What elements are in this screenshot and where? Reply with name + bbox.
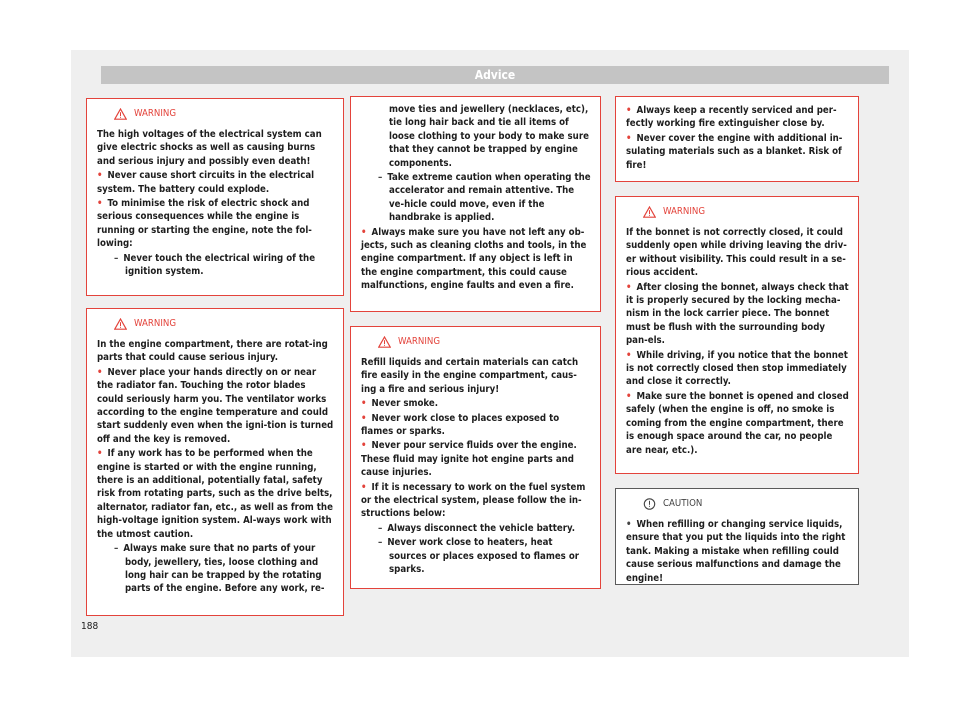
- warning-title: WARNING: [97, 317, 334, 331]
- bullet-item: • Never cover the engine with additional in-sulating materials such as a blanket. Risk of fire!: [626, 132, 849, 172]
- warning-title: WARNING: [361, 335, 591, 349]
- warning-box-electrical: [86, 98, 344, 296]
- warning-triangle-icon: [378, 336, 391, 348]
- bullet-item: • If any work has to be performed when the engine is started or with the engine running, there is an additional, potentially fatal, safety risk from rotating parts, such as the drive belts, alternator, radiator fan, etc., as well as from the high-voltage ignition system. Al-ways work with the utmost caution.: [97, 447, 334, 541]
- warning-title: WARNING: [97, 107, 334, 121]
- warning-triangle-icon: [643, 206, 656, 218]
- warning-box-continued-fire: [615, 96, 859, 182]
- sub-item: – Always disconnect the vehicle battery.: [371, 522, 591, 535]
- warning-intro: If the bonnet is not correctly closed, it could suddenly open while driving leaving the driv-er without visibility. This could result in a se-rious accident.: [626, 227, 847, 279]
- bullet-item: • Never smoke.: [361, 397, 591, 410]
- bullet-item: • Never place your hands directly on or near the radiator fan. Touching the rotor blades could seriously harm you. The ventilator works according to the engine temperature and could start suddenly even when the igni-tion is turned off and the key is removed.: [97, 366, 334, 446]
- bullet-item: • Make sure the bonnet is opened and closed safely (when the engine is off, no smoke is coming from the engine compartment, there is enough space around the car, no people are near, etc.).: [626, 390, 849, 457]
- bullet-item: • After closing the bonnet, always check that it is properly secured by the locking mecha-nism in the lock carrier piece. The bonnet must be flush with the surrounding body pan-els.: [626, 281, 849, 348]
- bullet-item: • If it is necessary to work on the fuel system or the electrical system, please follow the in-structions below:: [361, 481, 591, 521]
- bullet-item: • While driving, if you notice that the bonnet is not correctly closed then stop immediately and close it correctly.: [626, 349, 849, 389]
- bullet-item: • Always keep a recently serviced and per-fectly working fire extinguisher close by.: [626, 104, 849, 131]
- section-header: Advice: [101, 66, 889, 84]
- caution-box-liquids: [615, 488, 859, 585]
- bullet-item: • Always make sure you have not left any ob-jects, such as cleaning cloths and tools, in the engine compartment. If any object is left in the engine compartment, this could cause malfunctions, engine faults and even a fire.: [361, 226, 591, 293]
- warning-intro: The high voltages of the electrical system can give electric shocks as well as causing burns and serious injury and possibly even death!: [97, 129, 322, 167]
- page-number: 188: [81, 621, 99, 632]
- warning-intro: Refill liquids and certain materials can catch fire easily in the engine compartment, caus-ing a fire and serious injury!: [361, 357, 579, 395]
- warning-box-fire: [350, 326, 601, 589]
- bullet-item: • When refilling or changing service liquids, ensure that you put the liquids into the right tank. Making a mistake when refilling could cause serious malfunctions and damage the engine!: [626, 518, 849, 585]
- warning-box-rotating-parts: [86, 308, 344, 616]
- warning-triangle-icon: [114, 318, 127, 330]
- page-sheet: [71, 50, 909, 657]
- sub-item: – Never touch the electrical wiring of the ignition system.: [107, 252, 334, 279]
- warning-triangle-icon: [114, 108, 127, 120]
- bullet-item: • Never cause short circuits in the electrical system. The battery could explode.: [97, 169, 334, 196]
- sub-item: – Always make sure that no parts of your body, jewellery, ties, loose clothing and long hair can be trapped by the rotating parts of the engine. Before any work, re-: [107, 542, 334, 596]
- continued-text: move ties and jewellery (necklaces, etc), tie long hair back and tie all items of loose clothing to your body to make sure that they cannot be trapped by engine components.: [389, 104, 589, 169]
- bullet-item: • Never pour service fluids over the engine. These fluid may ignite hot engine parts and cause injuries.: [361, 439, 591, 479]
- warning-box-bonnet: [615, 196, 859, 474]
- sub-item: – Take extreme caution when operating the accelerator and remain attentive. The ve-hicle could move, even if the handbrake is applied.: [371, 171, 591, 225]
- warning-box-continued: [350, 96, 601, 312]
- bullet-item: • Never work close to places exposed to flames or sparks.: [361, 412, 591, 439]
- bullet-item: • To minimise the risk of electric shock and serious consequences while the engine is running or starting the engine, note the fol-lowing:: [97, 197, 334, 251]
- warning-intro: In the engine compartment, there are rotat-ing parts that could cause serious injury.: [97, 339, 328, 364]
- warning-title: WARNING: [626, 205, 849, 219]
- caution-circle-icon: [643, 498, 656, 510]
- sub-item: – Never work close to heaters, heat sources or places exposed to flames or sparks.: [371, 536, 591, 576]
- caution-title: CAUTION: [626, 497, 849, 511]
